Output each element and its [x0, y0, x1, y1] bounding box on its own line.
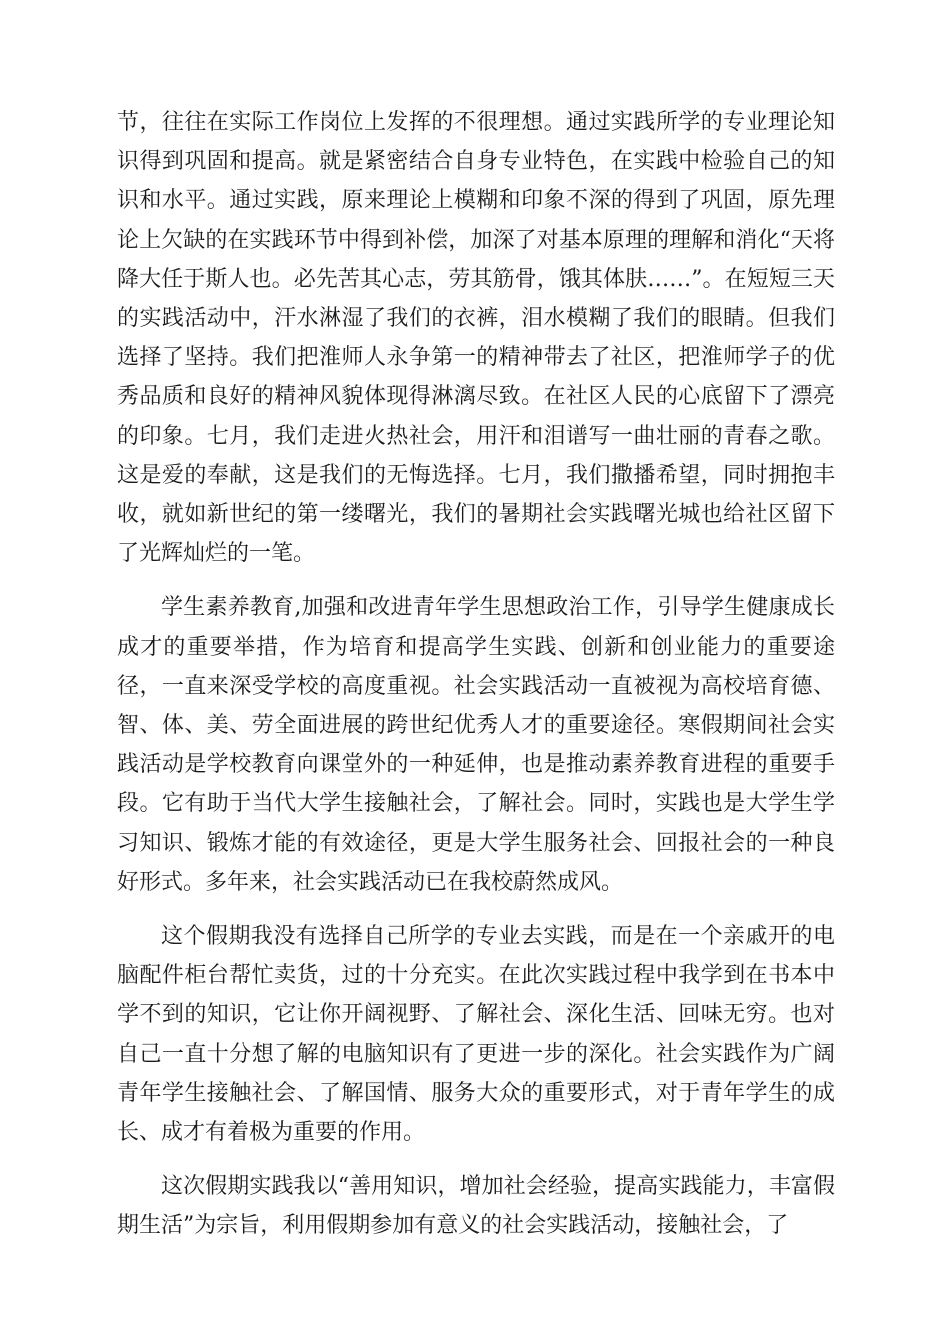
paragraph-continuation: 节，往往在实际工作岗位上发挥的不很理想。通过实践所学的专业理论知识得到巩固和提高。就是紧密结合自身专业特色，在实践中检验自己的知识和水平。通过实践，原来理论上模糊和印象不深的得到了巩固，原先理论上欠缺的在实践环节中得到补偿，加深了对基本原理的理解和消化“天将降大任于斯人也。必先苦其心志，劳其筋骨，饿其体肤……”。在短短三天的实践活动中，汗水淋湿了我们的衣裤，泪水模糊了我们的眼睛。但我们选择了坚持。我们把淮师人永争第一的精神带去了社区，把淮师学子的优秀品质和良好的精神风貌体现得淋漓尽致。在社区人民的心底留下了漂亮的印象。七月，我们走进火热社会，用汗和泪谱写一曲壮丽的青春之歌。这是爱的奉献，这是我们的无悔选择。七月，我们撒播希望，同时拥抱丰收，就如新世纪的第一缕曙光，我们的暑期社会实践曙光城也给社区留下了光辉灿烂的一笔。: [117, 110, 835, 567]
paragraph: 学生素养教育,加强和改进青年学生思想政治工作，引导学生健康成长成才的重要举措，作为培育和提高学生实践、创新和创业能力的重要途径，一直来深受学校的高度重视。社会实践活动一直被视为高校培育德、智、体、美、劳全面进展的跨世纪优秀人才的重要途径。寒假期间社会实践活动是学校教育向课堂外的一种延伸，也是推动素养教育进程的重要手段。它有助于当代大学生接触社会，了解社会。同时，实践也是大学生学习知识、锻炼才能的有效途径，更是大学生服务社会、回报社会的一种良好形式。多年来，社会实践活动已在我校蔚然成风。: [117, 595, 835, 895]
paragraph: 这次假期实践我以“善用知识，增加社会经验，提高实践能力，丰富假期生活”为宗旨，利用假期参加有意义的社会实践活动，接触社会，了: [117, 1174, 835, 1239]
paragraph: 这个假期我没有选择自己所学的专业去实践，而是在一个亲戚开的电脑配件柜台帮忙卖货，过的十分充实。在此次实践过程中我学到在书本中学不到的知识，它让你开阔视野、了解社会、深化生活、回味无穷。也对自己一直十分想了解的电脑知识有了更进一步的深化。社会实践作为广阔青年学生接触社会、了解国情、服务大众的重要形式，对于青年学生的成长、成才有着极为重要的作用。: [117, 924, 835, 1146]
document-body: [117, 103, 835, 1246]
